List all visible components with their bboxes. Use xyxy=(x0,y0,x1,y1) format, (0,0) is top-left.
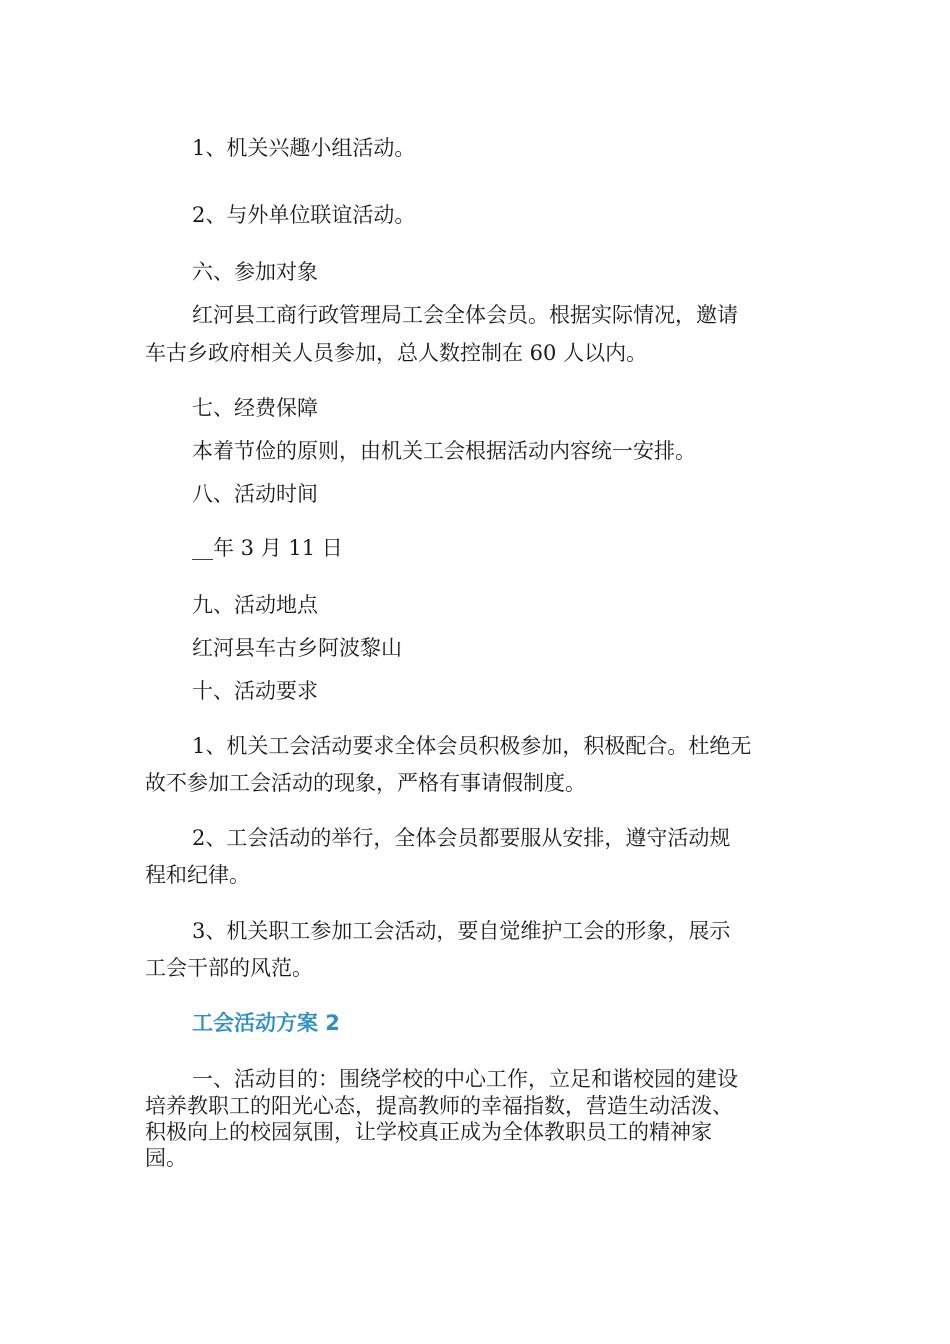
paragraph-line: 积极向上的校园氛围，让学校真正成为全体教职员工的精神家 xyxy=(145,1120,712,1144)
section-title-requirements: 十、活动要求 xyxy=(192,679,318,703)
paragraph-line: 一、活动目的：围绕学校的中心工作，立足和谐校园的建设 xyxy=(192,1067,738,1091)
paragraph-line: 园。 xyxy=(145,1146,187,1170)
section-title-funding: 七、经费保障 xyxy=(192,396,318,420)
paragraph-line: 本着节俭的原则，由机关工会根据活动内容统一安排。 xyxy=(192,439,696,463)
paragraph-line: 3、机关职工参加工会活动，要自觉维护工会的形象，展示 xyxy=(192,919,731,943)
paragraph-line: 故不参加工会活动的现象，严格有事请假制度。 xyxy=(145,771,586,795)
paragraph-line: 工会干部的风范。 xyxy=(145,956,313,980)
paragraph-line: 红河县工商行政管理局工会全体会员。根据实际情况，邀请 xyxy=(192,303,738,327)
list-item-hobby-groups: 1、机关兴趣小组活动。 xyxy=(192,136,416,160)
paragraph-line: 1、机关工会活动要求全体会员积极参加，积极配合。杜绝无 xyxy=(192,734,752,758)
paragraph-line: 程和纪律。 xyxy=(145,863,250,887)
section-title-participants: 六、参加对象 xyxy=(192,260,318,284)
section-title-time: 八、活动时间 xyxy=(192,482,318,506)
paragraph-line: 2、工会活动的举行，全体会员都要服从安排，遵守活动规 xyxy=(192,826,731,850)
activity-date: __年 3 月 11 日 xyxy=(192,536,343,560)
paragraph-line: 培养教职工的阳光心态，提高教师的幸福指数，营造生动活泼、 xyxy=(145,1094,733,1118)
list-item-liaison: 2、与外单位联谊活动。 xyxy=(192,203,416,227)
activity-place: 红河县车古乡阿波黎山 xyxy=(192,636,402,660)
section-title-location: 九、活动地点 xyxy=(192,593,318,617)
section-heading-plan2: 工会活动方案 2 xyxy=(192,1011,340,1035)
paragraph-line: 车古乡政府相关人员参加，总人数控制在 60 人以内。 xyxy=(145,341,648,365)
